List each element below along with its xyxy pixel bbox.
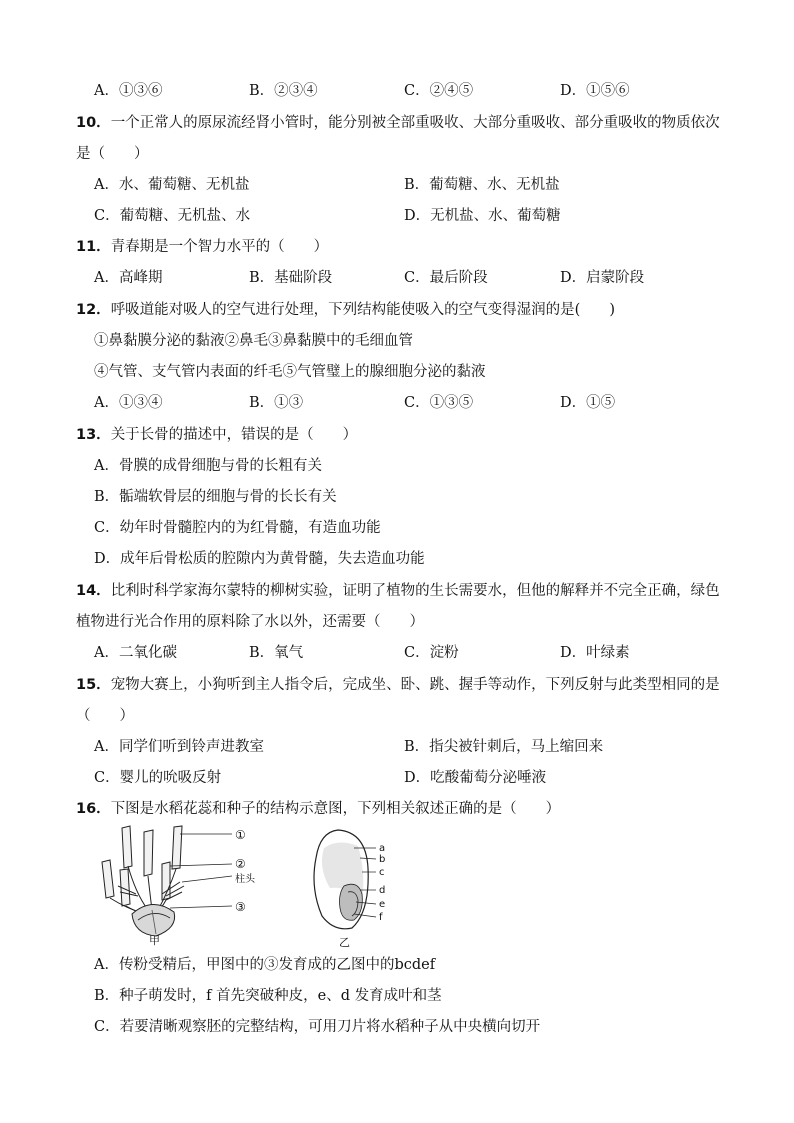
anther-shape xyxy=(172,826,182,869)
fig-jia-label-3: ③ xyxy=(235,900,246,914)
q12-items-line1: ①鼻黏膜分泌的黏液②鼻毛③鼻黏膜中的毛细血管 xyxy=(94,333,413,349)
q11-stem: 11．青春期是一个智力水平的（ ） xyxy=(76,239,329,255)
q15-stem-line2: （ ） xyxy=(76,708,134,724)
fig-yi-label-b: b xyxy=(379,854,386,865)
q10-stem-line1: 10．一个正常人的原尿流经肾小管时，能分别被全部重吸收、大部分重吸收、部分重吸收的物质依次 xyxy=(76,115,720,131)
fig-jia-label-1: ① xyxy=(235,828,246,842)
q15-option-b: B．指尖被针刺后，马上缩回来 xyxy=(404,739,604,755)
q16-option-a: A．传粉受精后，甲图中的③发育成的乙图中的bcdef xyxy=(94,957,436,973)
q9-option-a: A．①③⑥ xyxy=(94,83,163,99)
q10-option-a: A．水、葡萄糖、无机盐 xyxy=(94,177,250,193)
anther-shape xyxy=(102,860,114,898)
fig-jia-caption: 甲 xyxy=(149,934,160,947)
q13-option-d: D．成年后骨松质的腔隙内为黄骨髓，失去造血功能 xyxy=(94,551,425,567)
q12-option-b: B．①③ xyxy=(249,395,304,411)
q11-option-c: C．最后阶段 xyxy=(404,270,488,286)
q11-option-d: D．启蒙阶段 xyxy=(560,270,645,286)
q16-option-b: B．种子萌发时，f 首先突破种皮，e、d 发育成叶和茎 xyxy=(94,988,442,1004)
q12-option-d: D．①⑤ xyxy=(560,395,616,411)
fig-jia-label-stigma: 柱头 xyxy=(235,874,255,885)
q11-option-b: B．基础阶段 xyxy=(249,270,333,286)
q14-option-a: A．二氧化碳 xyxy=(94,645,177,661)
q14-stem-line1: 14．比利时科学家海尔蒙特的柳树实验，证明了植物的生长需要水，但他的解释并不完全正确，绿色 xyxy=(76,583,720,599)
fig-jia-label-2: ② xyxy=(235,857,246,871)
q10-option-d: D．无机盐、水、葡萄糖 xyxy=(404,208,561,224)
q14-stem-line2: 植物进行光合作用的原料除了水以外，还需要（ ） xyxy=(76,614,424,630)
q9-option-c: C．②④⑤ xyxy=(404,83,474,99)
fig-yi-label-f: f xyxy=(379,912,383,923)
q13-option-c: C．幼年时骨髓腔内的为红骨髓，有造血功能 xyxy=(94,520,381,536)
q16-stem: 16．下图是水稻花蕊和种子的结构示意图，下列相关叙述正确的是（ ） xyxy=(76,801,561,817)
q15-option-c: C．婴儿的吮吸反射 xyxy=(94,770,222,786)
q9-option-b: B．②③④ xyxy=(249,83,318,99)
rice-seed-diagram xyxy=(308,828,390,932)
q14-option-c: C．淀粉 xyxy=(404,645,459,661)
q12-option-c: C．①③⑤ xyxy=(404,395,474,411)
q14-number: 14． xyxy=(76,583,111,599)
q9-option-d: D．①⑤⑥ xyxy=(560,83,630,99)
q12-items-line2: ④气管、支气管内表面的纤毛⑤气管璧上的腺细胞分泌的黏液 xyxy=(94,364,486,380)
q14-option-b: B．氧气 xyxy=(249,645,304,661)
q16-number: 16． xyxy=(76,801,111,817)
q13-stem: 13．关于长骨的描述中，错误的是（ ） xyxy=(76,427,358,443)
q13-number: 13． xyxy=(76,427,111,443)
q11-option-a: A．高峰期 xyxy=(94,270,163,286)
fig-yi-label-d: d xyxy=(379,885,386,896)
fig-yi-caption: 乙 xyxy=(339,936,350,949)
q11-number: 11． xyxy=(76,239,111,255)
q12-stem: 12．呼吸道能对吸人的空气进行处理，下列结构能使吸入的空气变得湿润的是( ) xyxy=(76,302,615,318)
q15-option-a: A．同学们听到铃声进教室 xyxy=(94,739,264,755)
anther-shape xyxy=(122,826,132,868)
q15-stem-line1: 15．宠物大赛上，小狗听到主人指令后，完成坐、卧、跳、握手等动作，下列反射与此类型相同的是 xyxy=(76,677,720,693)
q12-number: 12． xyxy=(76,302,111,318)
q15-number: 15． xyxy=(76,677,111,693)
fig-yi-label-e: e xyxy=(379,899,386,910)
q10-option-c: C．葡萄糖、无机盐、水 xyxy=(94,208,251,224)
fig-yi-label-c: c xyxy=(379,867,385,878)
q13-option-b: B．骺端软骨层的细胞与骨的长长有关 xyxy=(94,489,337,505)
q10-number: 10． xyxy=(76,115,111,131)
q16-option-c: C．若要清晰观察胚的完整结构，可用刀片将水稻种子从中央横向切开 xyxy=(94,1019,541,1035)
fig-yi-label-a: a xyxy=(379,843,386,854)
anther-shape xyxy=(144,830,153,876)
q15-option-d: D．吃酸葡萄分泌唾液 xyxy=(404,770,547,786)
q10-option-b: B．葡萄糖、水、无机盐 xyxy=(404,177,560,193)
q14-option-d: D．叶绿素 xyxy=(560,645,630,661)
q12-option-a: A．①③④ xyxy=(94,395,163,411)
q13-option-a: A．骨膜的成骨细胞与骨的长粗有关 xyxy=(94,458,322,474)
rice-flower-diagram xyxy=(96,824,266,948)
q10-stem-line2: 是（ ） xyxy=(76,146,149,162)
